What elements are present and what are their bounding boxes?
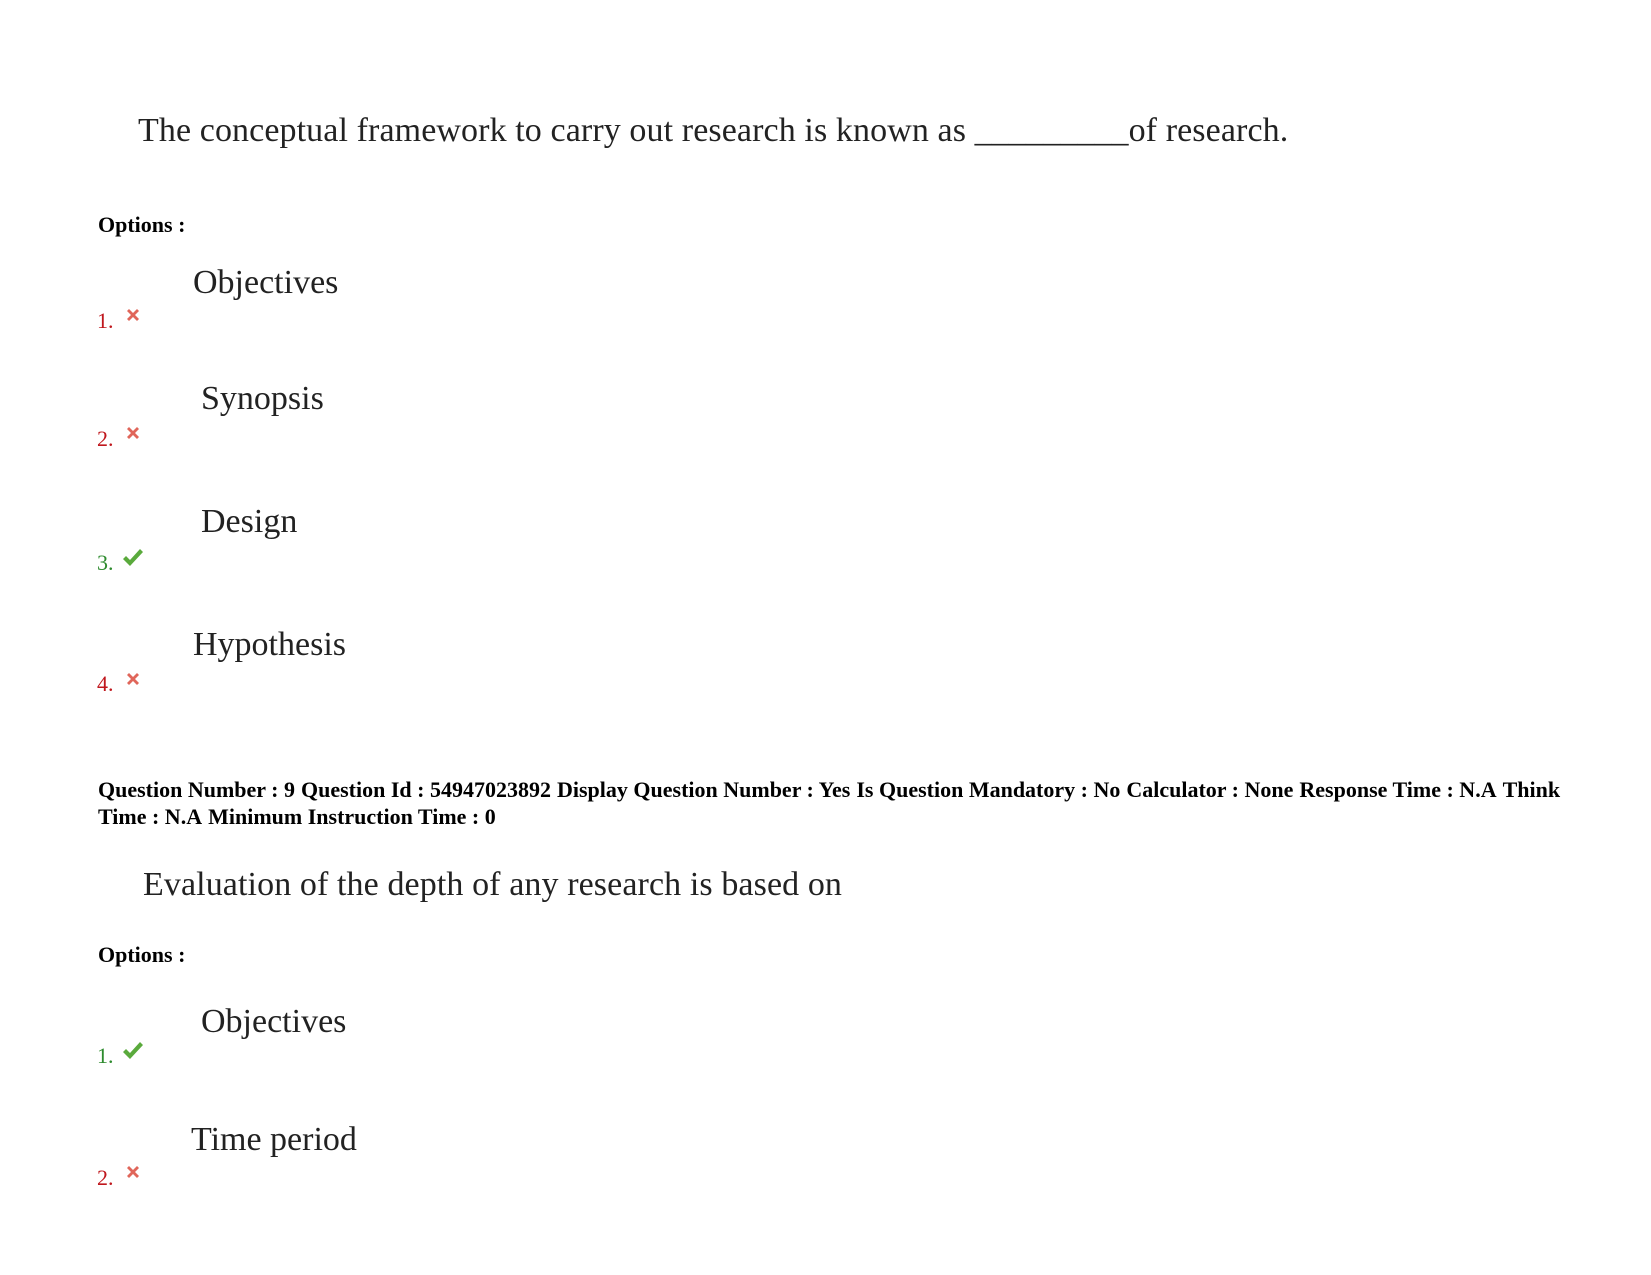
minimum-instruction-time: Minimum Instruction Time : 0 <box>208 804 496 829</box>
option-number: 2. <box>97 1165 114 1190</box>
cross-icon <box>124 670 142 688</box>
calculator: Calculator : None <box>1126 777 1294 802</box>
cross-icon <box>124 424 142 442</box>
option-text: Design <box>201 503 298 540</box>
question-number: Question Number : 9 <box>98 777 295 802</box>
option-number: 1. <box>97 308 114 333</box>
question-8-options-label: Options : <box>98 212 186 237</box>
question-9-meta <box>98 776 1578 830</box>
option-number: 3. <box>97 550 114 575</box>
question-id: Question Id : 54947023892 <box>301 777 551 802</box>
option-number: 2. <box>97 426 114 451</box>
option-text: Objectives <box>193 264 339 301</box>
option-text: Hypothesis <box>193 626 346 663</box>
option-number: 4. <box>97 671 114 696</box>
display-question-number: Display Question Number : Yes <box>556 777 851 802</box>
response-time: Response Time : N.A <box>1299 777 1497 802</box>
question-9-text: Evaluation of the depth of any research is based on <box>143 866 843 903</box>
option-text: Time period <box>191 1121 357 1158</box>
option-text: Synopsis <box>201 380 324 417</box>
is-question-mandatory: Is Question Mandatory : No <box>856 777 1121 802</box>
check-icon <box>122 1041 144 1061</box>
cross-icon <box>124 1163 142 1181</box>
think-time: Think Time : N.A <box>98 777 1561 829</box>
question-9-options-label: Options : <box>98 942 186 967</box>
question-8-text: The conceptual framework to carry out research is known as _________of research. <box>138 112 1289 149</box>
option-text: Objectives <box>201 1003 347 1040</box>
cross-icon <box>124 306 142 324</box>
check-icon <box>122 548 144 568</box>
option-number: 1. <box>97 1043 114 1068</box>
